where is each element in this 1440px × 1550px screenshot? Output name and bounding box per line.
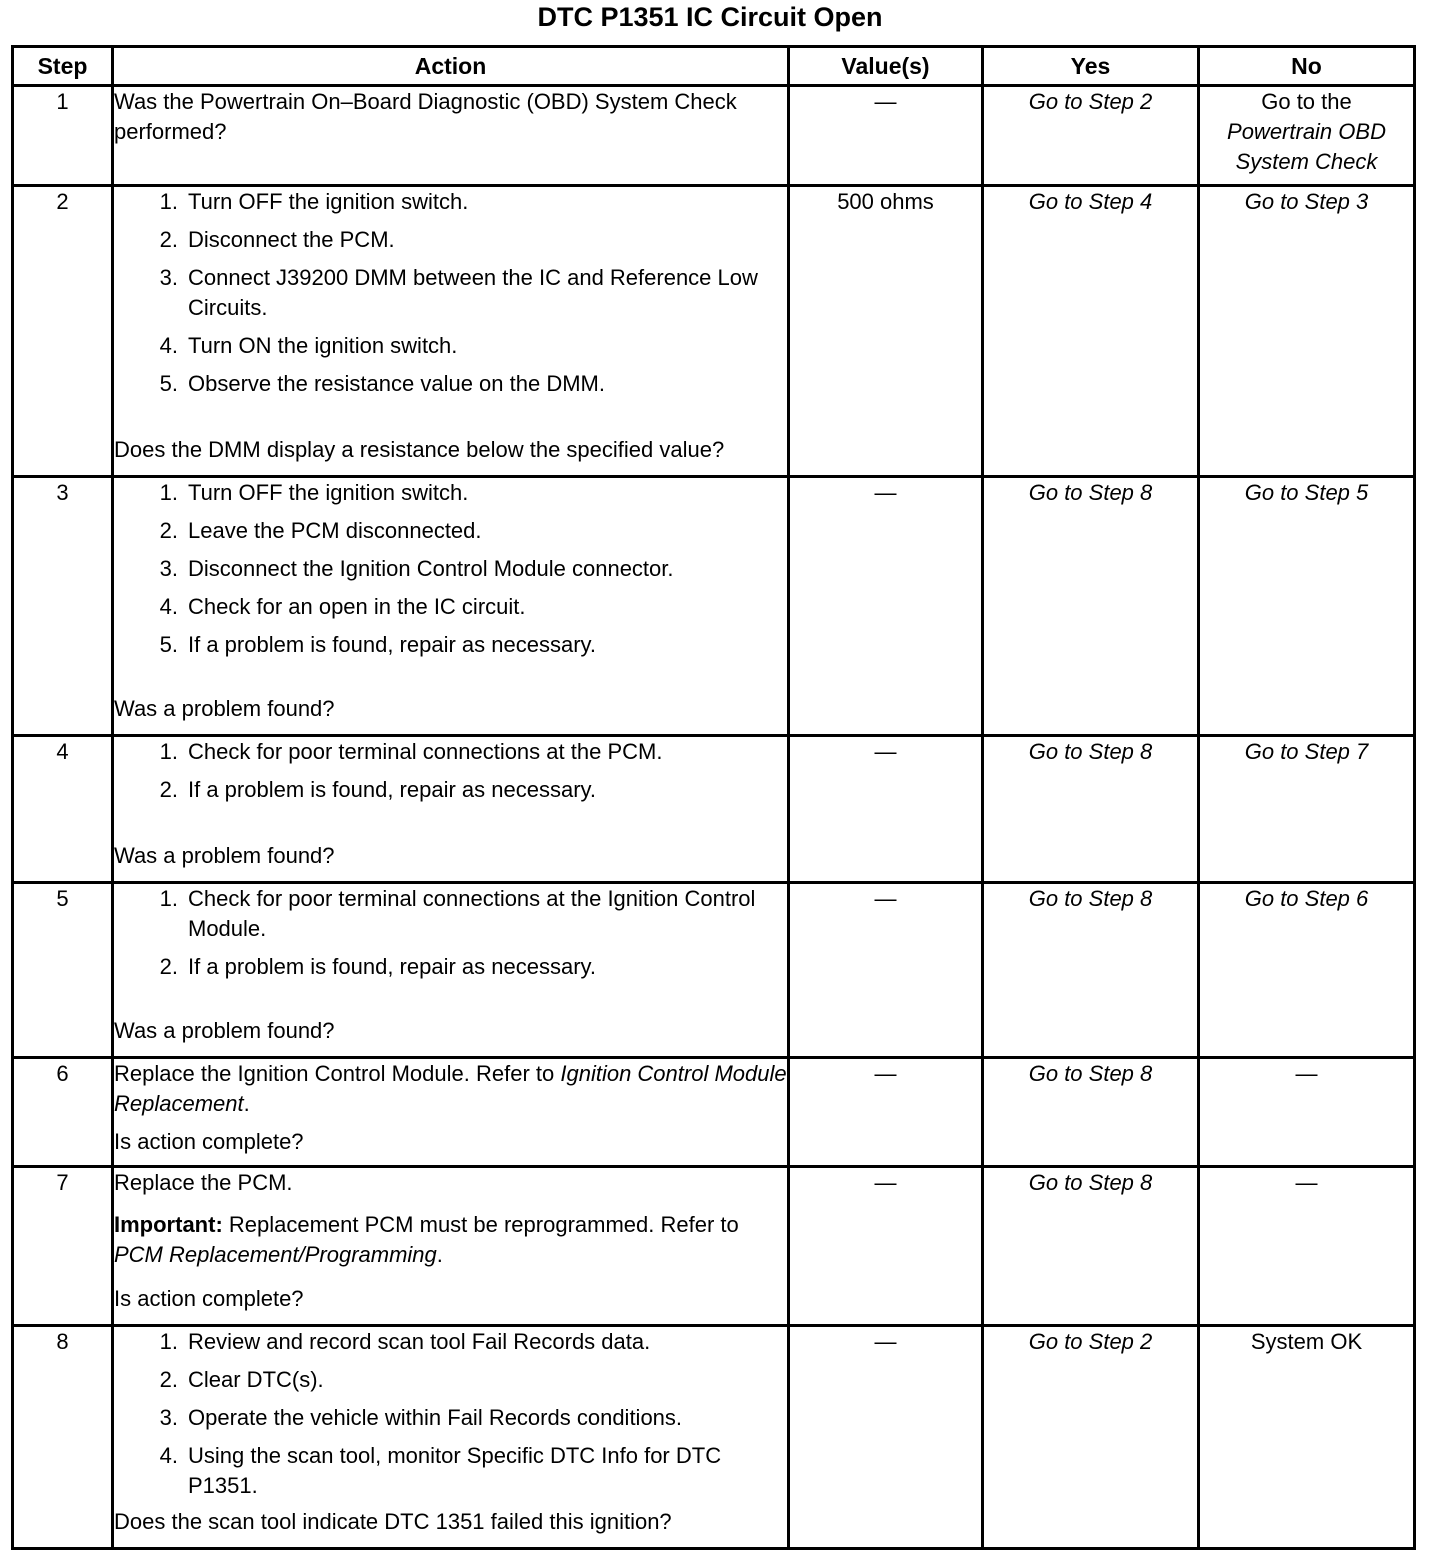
action-step-number: 1. <box>159 886 178 911</box>
value-cell: — <box>789 1167 983 1326</box>
action-step-number: 1. <box>159 480 178 505</box>
table-row-step-8 <box>13 1326 1415 1549</box>
header-yes: Yes <box>983 47 1199 86</box>
action-step-number: 2. <box>159 777 178 802</box>
action-question: Was a problem found? <box>114 1018 335 1043</box>
step-number: 6 <box>13 1058 113 1167</box>
yes-cell: Go to Step 8 <box>983 1167 1199 1326</box>
action-cell <box>113 736 789 883</box>
table-row-step-4 <box>13 736 1415 883</box>
action-step-item <box>114 737 787 767</box>
action-cell <box>113 1167 789 1326</box>
header-action: Action <box>113 47 789 86</box>
diagnostic-table <box>11 45 1416 1550</box>
header-row <box>13 47 1415 86</box>
no-cell <box>1199 86 1415 186</box>
instruction-suffix: . <box>243 1091 250 1116</box>
action-cell <box>113 1058 789 1167</box>
table-row-step-3 <box>13 477 1415 736</box>
no-cell: Go to Step 7 <box>1199 736 1415 883</box>
action-cell <box>113 86 789 186</box>
important-note <box>114 1210 787 1270</box>
action-step-item <box>114 554 787 584</box>
action-step-number: 5. <box>159 371 178 396</box>
action-question: Was a problem found? <box>114 843 335 868</box>
header-values: Value(s) <box>789 47 983 86</box>
table-row-step-2 <box>13 186 1415 477</box>
action-step-text: Turn OFF the ignition switch. <box>188 189 469 214</box>
important-text: Replacement PCM must be reprogrammed. Refer to <box>222 1212 739 1237</box>
action-step-item <box>114 263 787 323</box>
action-cell <box>113 883 789 1058</box>
action-step-text: Turn ON the ignition switch. <box>188 333 458 358</box>
action-step-item <box>114 1403 787 1433</box>
action-step-text: Check for poor terminal connections at the PCM. <box>188 739 663 764</box>
action-step-text: Check for poor terminal connections at the Ignition Control Module. <box>188 886 756 941</box>
action-step-text: If a problem is found, repair as necessary. <box>188 954 597 979</box>
action-step-number: 3. <box>159 556 178 581</box>
action-step-item <box>114 592 787 622</box>
action-step-item <box>114 369 787 399</box>
action-step-item <box>114 331 787 361</box>
no-cell: — <box>1199 1058 1415 1167</box>
action-step-text: Check for an open in the IC circuit. <box>188 594 526 619</box>
table-row-step-1 <box>13 86 1415 186</box>
value-cell: — <box>789 86 983 186</box>
action-step-text: Using the scan tool, monitor Specific DTC Info for DTC P1351. <box>188 1443 722 1498</box>
step-number: 3 <box>13 477 113 736</box>
action-question: Was the Powertrain On–Board Diagnostic (OBD) System Check performed? <box>114 89 737 144</box>
action-step-item <box>114 1365 787 1395</box>
action-step-text: Clear DTC(s). <box>188 1367 324 1392</box>
action-step-item <box>114 1327 787 1357</box>
action-step-item <box>114 952 787 982</box>
action-step-item <box>114 516 787 546</box>
action-steps <box>114 1327 787 1503</box>
table-row-step-5 <box>13 883 1415 1058</box>
action-step-text: Operate the vehicle within Fail Records conditions. <box>188 1405 683 1430</box>
action-steps <box>114 737 787 813</box>
value-cell: — <box>789 736 983 883</box>
action-cell <box>113 186 789 477</box>
no-link: Powertrain OBD System Check <box>1227 119 1386 174</box>
action-step-item <box>114 1441 787 1501</box>
step-number: 1 <box>13 86 113 186</box>
action-step-text: Disconnect the Ignition Control Module connector. <box>188 556 674 581</box>
action-step-number: 2. <box>159 954 178 979</box>
no-prefix: Go to the <box>1261 89 1352 114</box>
action-step-number: 2. <box>159 1367 178 1392</box>
yes-cell: Go to Step 8 <box>983 477 1199 736</box>
value-cell: — <box>789 477 983 736</box>
page-title: DTC P1351 IC Circuit Open <box>537 2 883 32</box>
yes-cell: Go to Step 8 <box>983 736 1199 883</box>
action-step-number: 3. <box>159 1405 178 1430</box>
action-step-text: If a problem is found, repair as necessary. <box>188 777 597 802</box>
action-step-text: Observe the resistance value on the DMM. <box>188 371 605 396</box>
action-step-item <box>114 884 787 944</box>
action-step-number: 1. <box>159 1329 178 1354</box>
yes-cell: Go to Step 2 <box>983 86 1199 186</box>
yes-cell: Go to Step 4 <box>983 186 1199 477</box>
important-suffix: . <box>436 1242 443 1267</box>
action-step-text: Disconnect the PCM. <box>188 227 395 252</box>
action-step-text: Leave the PCM disconnected. <box>188 518 482 543</box>
value-cell: — <box>789 1326 983 1549</box>
action-question: Is action complete? <box>114 1286 304 1311</box>
value-cell: — <box>789 1058 983 1167</box>
action-step-item <box>114 187 787 217</box>
action-instruction: Replace the PCM. <box>114 1170 293 1195</box>
step-number: 8 <box>13 1326 113 1549</box>
action-cell <box>113 477 789 736</box>
action-step-item <box>114 630 787 660</box>
action-steps <box>114 478 787 668</box>
yes-cell: Go to Step 8 <box>983 1058 1199 1167</box>
table-row-step-7 <box>13 1167 1415 1326</box>
action-step-text: If a problem is found, repair as necessary. <box>188 632 597 657</box>
reference-link: Ignition Control Module Replacement <box>114 1061 787 1116</box>
yes-cell: Go to Step 8 <box>983 883 1199 1058</box>
action-step-number: 2. <box>159 518 178 543</box>
step-number: 7 <box>13 1167 113 1326</box>
value-cell: — <box>789 883 983 1058</box>
action-step-number: 4. <box>159 1443 178 1468</box>
important-label: Important: <box>114 1212 223 1237</box>
action-step-text: Turn OFF the ignition switch. <box>188 480 469 505</box>
value-cell: 500 ohms <box>789 186 983 477</box>
instruction-text: Replace the Ignition Control Module. Refer to <box>114 1061 561 1086</box>
no-cell: — <box>1199 1167 1415 1326</box>
action-step-text: Connect J39200 DMM between the IC and Reference Low Circuits. <box>188 265 758 320</box>
action-step-number: 1. <box>159 739 178 764</box>
reference-link: PCM Replacement/Programming <box>114 1242 437 1267</box>
header-no: No <box>1199 47 1415 86</box>
action-question: Does the DMM display a resistance below the specified value? <box>114 437 725 462</box>
action-step-number: 4. <box>159 594 178 619</box>
action-step-number: 1. <box>159 189 178 214</box>
action-steps <box>114 884 787 990</box>
action-step-text: Review and record scan tool Fail Records data. <box>188 1329 651 1354</box>
table-row-step-6 <box>13 1058 1415 1167</box>
step-number: 5 <box>13 883 113 1058</box>
no-cell: Go to Step 5 <box>1199 477 1415 736</box>
action-step-number: 3. <box>159 265 178 290</box>
no-cell: Go to Step 6 <box>1199 883 1415 1058</box>
header-step: Step <box>13 47 113 86</box>
step-number: 4 <box>13 736 113 883</box>
action-step-item <box>114 225 787 255</box>
step-number: 2 <box>13 186 113 477</box>
action-question: Does the scan tool indicate DTC 1351 failed this ignition? <box>114 1509 672 1534</box>
action-question: Is action complete? <box>114 1129 304 1154</box>
action-step-number: 5. <box>159 632 178 657</box>
yes-cell: Go to Step 2 <box>983 1326 1199 1549</box>
action-cell <box>113 1326 789 1549</box>
action-question: Was a problem found? <box>114 696 335 721</box>
no-cell: System OK <box>1199 1326 1415 1549</box>
action-step-item <box>114 775 787 805</box>
action-step-item <box>114 478 787 508</box>
action-steps <box>114 187 787 407</box>
no-cell: Go to Step 3 <box>1199 186 1415 477</box>
action-step-number: 2. <box>159 227 178 252</box>
action-instruction <box>114 1059 787 1119</box>
action-step-number: 4. <box>159 333 178 358</box>
